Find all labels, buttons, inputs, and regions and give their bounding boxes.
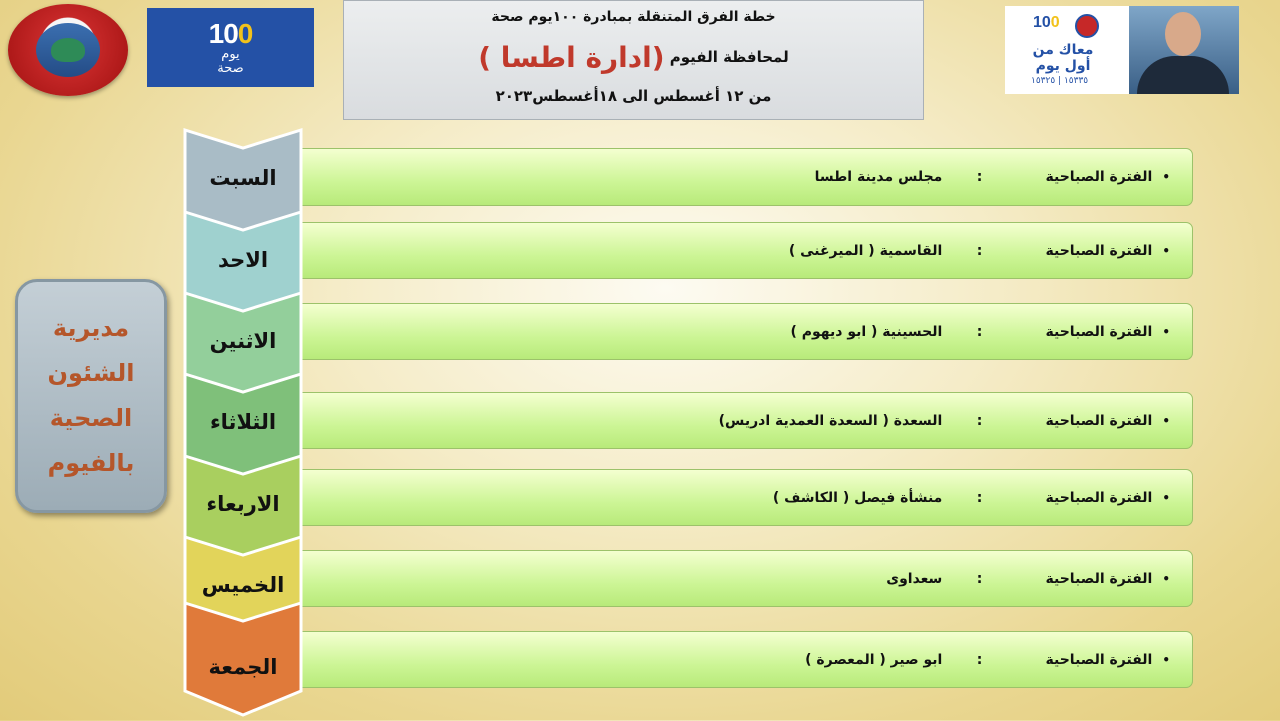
bullet-icon: • [1162, 170, 1170, 184]
day-label: الاربعاء [206, 492, 280, 516]
bullet-icon: • [1162, 324, 1170, 339]
directorate-line-2: الشئون [47, 359, 135, 387]
banner-100-logo: 100 [1033, 14, 1060, 31]
100-days-health-logo [147, 8, 314, 87]
separator: : [976, 242, 983, 259]
location-label: سعداوى [886, 570, 943, 587]
bullet-icon: • [1162, 571, 1170, 586]
day-chevron-friday [183, 603, 303, 721]
day-label: الاحد [217, 248, 269, 272]
separator: : [976, 651, 983, 668]
day-label: الاثنين [209, 329, 277, 353]
period-label: الفترة الصباحية [1045, 651, 1153, 668]
period-label: الفترة الصباحية [1045, 489, 1153, 506]
title-administration: (ادارة اطسا ) [478, 41, 665, 74]
location-label: ابو صير ( المعصرة ) [805, 651, 943, 668]
schedule-row-thursday [290, 550, 1193, 607]
schedule-row-wednesday [290, 469, 1193, 526]
schedule-row-saturday [290, 148, 1193, 206]
logo-emblem-icon [36, 23, 100, 77]
day-label: السبت [209, 166, 277, 190]
title-date-range: من ١٢ أغسطس الى ١٨أغسطس٢٠٢٣ [495, 87, 772, 105]
period-label: الفترة الصباحية [1045, 323, 1153, 340]
location-label: القاسمية ( الميرغنى ) [788, 242, 943, 259]
schedule-row-sunday [290, 222, 1193, 279]
location-label: الحسينية ( ابو ديهوم ) [790, 323, 943, 340]
title-line-1: خطة الفرق المتنقلة بمبادرة ١٠٠يوم صحة [491, 9, 776, 25]
bullet-icon: • [1162, 490, 1170, 505]
day-label: الثلاثاء [209, 410, 277, 434]
day-label: الخميس [201, 573, 285, 597]
separator: : [976, 323, 983, 340]
separator: : [976, 169, 983, 185]
period-label: الفترة الصباحية [1045, 242, 1153, 259]
campaign-banner [1005, 6, 1239, 94]
title-line-2 [344, 41, 923, 74]
title-governorate: لمحافظة الفيوم [669, 48, 789, 66]
separator: : [976, 570, 983, 587]
location-label: مجلس مدينة اطسا [814, 169, 943, 185]
period-label: الفترة الصباحية [1045, 570, 1153, 587]
schedule-row-friday [290, 631, 1193, 688]
banner-phone: ١٥٣٣٥ | ١٥٣٢٥ [1031, 76, 1089, 86]
separator: : [976, 489, 983, 506]
bullet-icon: • [1162, 413, 1170, 428]
separator: : [976, 412, 983, 429]
location-label: السعدة ( السعدة العمدية ادريس) [718, 412, 943, 429]
period-label: الفترة الصباحية [1045, 169, 1153, 185]
logo-subtitle-1: يوم [221, 46, 240, 62]
location-label: منشأة فيصل ( الكاشف ) [772, 489, 943, 506]
banner-slogan: معاك من أول يوم [1032, 42, 1094, 74]
health-directorate-logo [8, 4, 128, 96]
directorate-line-3: الصحية [49, 404, 133, 432]
directorate-line-1: مديرية [52, 314, 130, 342]
title-box [343, 0, 924, 120]
bullet-icon: • [1162, 652, 1170, 667]
directorate-box [15, 279, 167, 513]
bullet-icon: • [1162, 243, 1170, 258]
directorate-line-4: بالفيوم [47, 449, 135, 477]
schedule-row-monday [290, 303, 1193, 360]
logo-subtitle-2: صحة [217, 60, 244, 76]
day-label: الجمعة [208, 655, 278, 679]
schedule-row-tuesday [290, 392, 1193, 449]
portrait-photo [1129, 6, 1239, 94]
period-label: الفترة الصباحية [1045, 412, 1153, 429]
logo-number: 100 [208, 17, 253, 49]
ministry-seal-icon [1075, 14, 1099, 38]
